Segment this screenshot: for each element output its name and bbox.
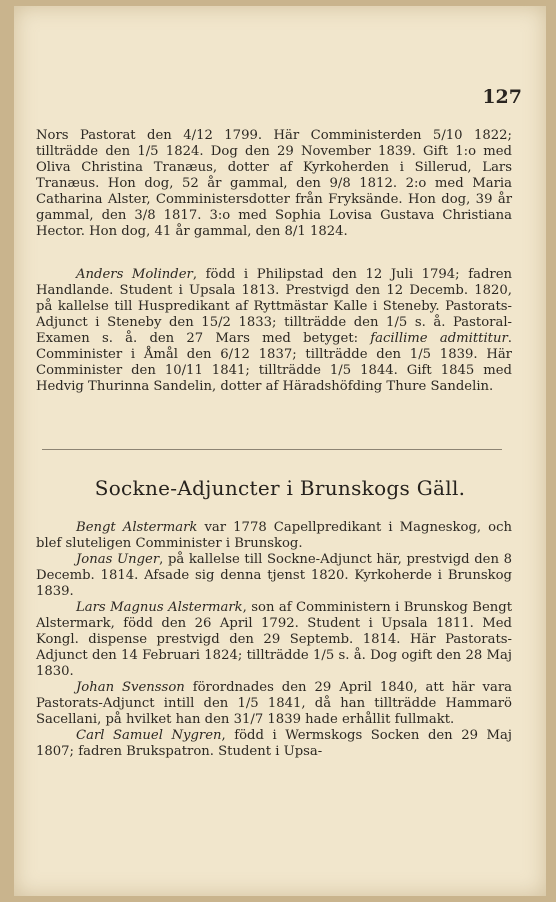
- entry-name: Jonas Unger: [76, 552, 160, 567]
- entry-name: Bengt Alstermark: [76, 520, 198, 535]
- list-item: [36, 552, 512, 600]
- list-item: [36, 728, 512, 760]
- section-title: Sockne-Adjuncter i Brunskogs Gäll.: [94, 476, 466, 500]
- list-item: [36, 520, 512, 552]
- page-number: 127: [482, 86, 522, 108]
- entry-text: förordnades den 29 April 1840, att här vara Pastorats-Adjunct intill den 1/5 1841, då han tillträdde Hammarö Sacellani, på hvilket han den 31/7 1839 hade erhållit fullmakt.: [36, 680, 512, 727]
- continued-entry: [36, 128, 512, 240]
- entry-text: , på kallelse till Sockne-Adjunct här, prestvigd den 8 Decemb. 1814. Afsade sig denna tjenst 1820. Kyrkoherde i Brunskog 1839.: [36, 552, 512, 599]
- section-divider: [42, 449, 502, 450]
- entry-text: , född i Philipstad den 12 Juli 1794; fadren Handlande. Student i Upsala 1813. Prestvigd den 12 Decemb. 1820, på kallelse till Huspredikant af Ryttmästar Kalle i Steneby. Pastorats-Adjunct i Steneby den 15/2 1833; tillträdde den 1/5 s. å. Pastoral-Examen s. å. den 27 Mars med betyget:: [36, 267, 512, 346]
- entry-text: , född i Wermskogs Socken den 29 Maj 1807; fadren Brukspatron. Student i Upsa-: [36, 728, 512, 759]
- entry-text: Nors Pastorat den 4/12 1799. Här Comministerden 5/10 1822; tillträdde den 1/5 1824. Dog den 29 November 1839. Gift 1:o med Oliva Christina Tranæus, dotter af Kyrkoherden i Sillerud, Lars Tranæus. Hon dog, 52 år gammal, den 9/8 1812. 2:o med Maria Catharina Alster, Comministersdotter från Fryksände. Hon dog, 39 år gammal, den 3/8 1817. 3:o med Sophia Lovisa Gustava Christiana Hector. Hon dog, 41 år gammal, den 8/1 1824.: [36, 128, 512, 239]
- entry-name: Lars Magnus Alstermark: [76, 600, 243, 615]
- entry-paragraph: [36, 267, 512, 395]
- entry-name: Anders Molinder: [76, 267, 193, 282]
- entry-text: , son af Comministern i Brunskog Bengt Alstermark, född den 26 April 1792. Student i Upsala 1811. Med Kongl. dispense prestvigd den 29 Septemb. 1814. Här Pastorats-Adjunct den 14 Februari 1824; tillträdde 1/5 s. å. Dog ogift den 28 Maj 1830.: [36, 600, 513, 679]
- exam-grade: facillime admittitur: [370, 331, 508, 346]
- list-item: [36, 680, 512, 728]
- entry-name: Carl Samuel Nygren: [76, 728, 222, 743]
- entry-text: var 1778 Capellpredikant i Magneskog, och blef sluteligen Comminister i Brunskog.: [36, 520, 512, 551]
- entry-text-continued: . Comminister i Åmål den 6/12 1837; tillträdde den 1/5 1839. Här Comminister den 10/11 1841; tillträdde 1/5 1844. Gift 1845 med Hedvig Thurinna Sandelin, dotter af Häradshöfding Thure Sandelin.: [36, 331, 512, 394]
- adjunct-list: [36, 520, 512, 760]
- book-page: [14, 6, 546, 896]
- entry-name: Johan Svensson: [76, 680, 185, 695]
- entry-molinder: [36, 267, 512, 395]
- list-item: [36, 600, 512, 680]
